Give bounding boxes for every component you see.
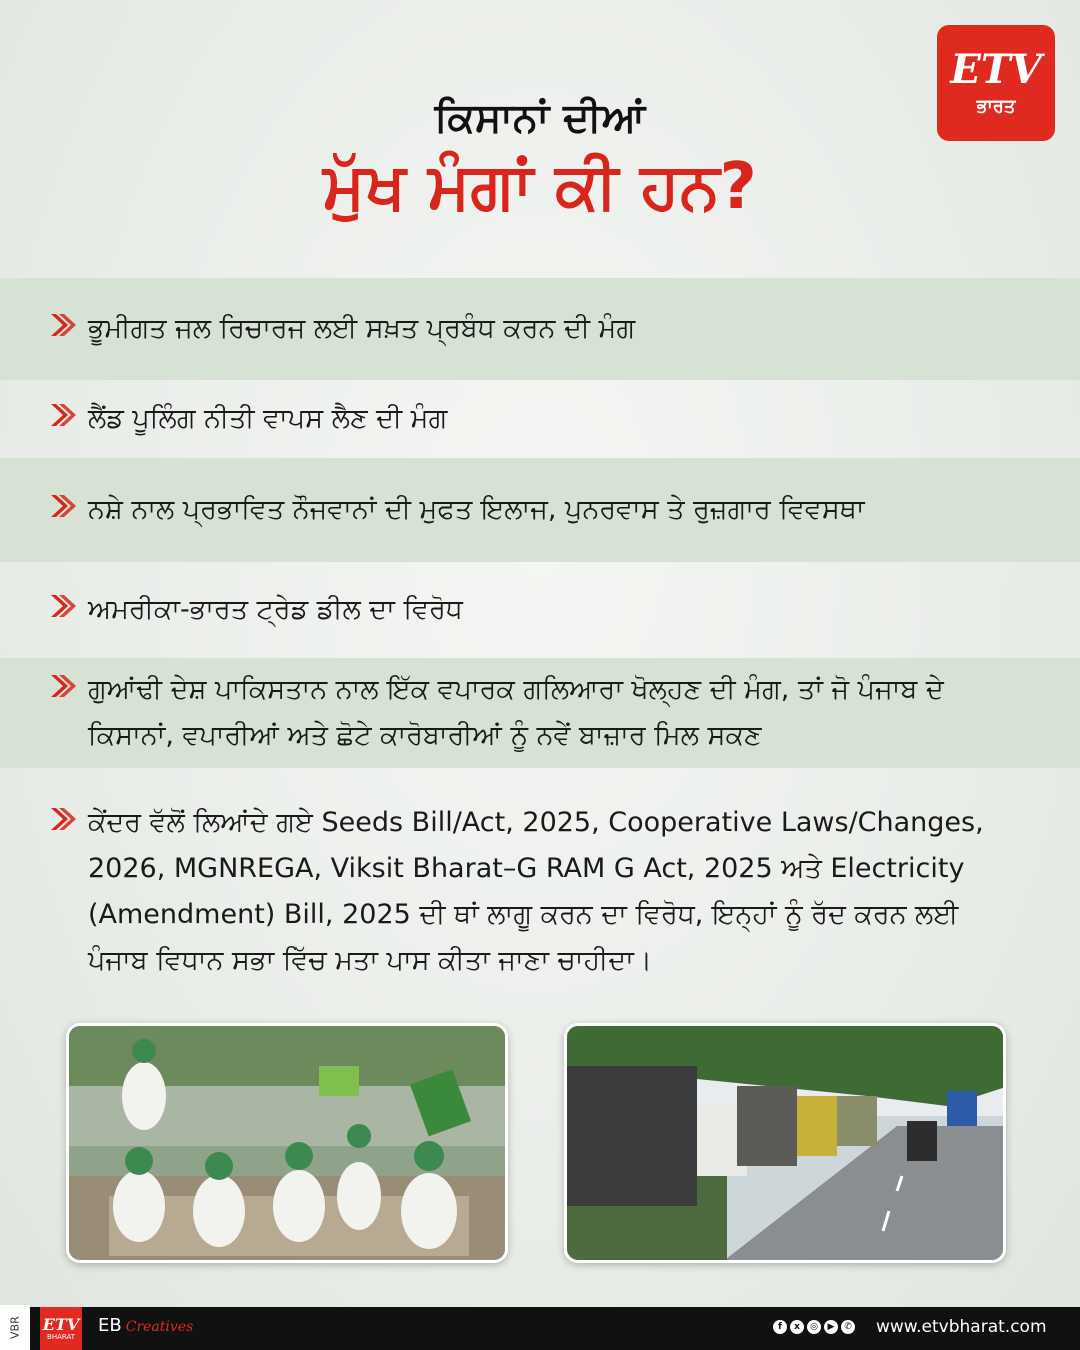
demand-row-3 — [0, 458, 1080, 562]
demand-row-6 — [0, 800, 1080, 980]
demand-text-4: ਅਮਰੀਕਾ-ਭਾਰਤ ਟ੍ਰੇਡ ਡੀਲ ਦਾ ਵਿਰੋਧ — [88, 594, 463, 625]
footer-logo-etv: ETV — [42, 1314, 80, 1334]
chevron-right-icon — [48, 671, 78, 701]
x-icon[interactable]: x — [790, 1320, 804, 1334]
heading-line1: ਕਿਸਾਨਾਂ ਦੀਆਂ — [434, 95, 646, 141]
farmers-protest-photo — [66, 1023, 508, 1263]
chevron-right-icon — [48, 491, 78, 521]
demand-text-6: ਕੇਂਦਰ ਵੱਲੋਂ ਲਿਆਂਦੇ ਗਏ Seeds Bill/Act, 2025, Cooperative Laws/Changes, 2026, MGNREGA, Viksit Bharat–G RAM G Act, 2025 ਅਤੇ Electricity (Amendment) Bill, 2025 ਦੀ ਥਾਂ ਲਾਗੂ ਕਰਨ ਦਾ ਵਿਰੋਧ, ਇਨ੍ਹਾਂ ਨੂੰ ਰੱਦ ਕਰਨ ਲਈ ਪੰਜਾਬ ਵਿਧਾਨ ਸਭਾ ਵਿੱਚ ਮਤਾ ਪਾਸ ਕੀਤਾ ਜਾਣਾ ਚਾਹੀਦਾ। — [88, 807, 984, 976]
eb-creatives — [98, 1315, 193, 1336]
chevron-right-icon — [48, 400, 78, 430]
youtube-icon[interactable]: ▶ — [824, 1320, 838, 1334]
social-icons — [773, 1320, 855, 1334]
whatsapp-icon[interactable]: ✆ — [841, 1320, 855, 1334]
footer-logo — [40, 1307, 82, 1350]
chevron-right-icon — [48, 804, 78, 834]
demand-row-5 — [0, 658, 1080, 768]
demand-row-4 — [0, 562, 1080, 658]
demand-text-3: ਨਸ਼ੇ ਨਾਲ ਪ੍ਰਭਾਵਿਤ ਨੌਜਵਾਨਾਂ ਦੀ ਮੁਫਤ ਇਲਾਜ, ਪੁਨਰਵਾਸ ਤੇ ਰੁਜ਼ਗਾਰ ਵਿਵਸਥਾ — [88, 494, 865, 525]
vbr-label: VBR — [0, 1305, 30, 1350]
logo-bharat-text: ਭਾਰਤ — [976, 95, 1016, 117]
demand-row-1 — [0, 278, 1080, 380]
eb-text: EB — [98, 1315, 122, 1336]
heading-line2: ਮੁੱਖ ਮੰਗਾਂ ਕੀ ਹਨ? — [323, 150, 757, 224]
tractors-on-road-photo — [564, 1023, 1006, 1263]
chevron-right-icon — [48, 591, 78, 621]
chevron-right-icon — [48, 310, 78, 340]
footer-logo-bharat: BHARAT — [47, 1332, 75, 1341]
logo-etv-text: ETV — [950, 45, 1042, 93]
demand-text-5: ਗੁਆਂਢੀ ਦੇਸ਼ ਪਾਕਿਸਤਾਨ ਨਾਲ ਇੱਕ ਵਪਾਰਕ ਗਲਿਆਰਾ ਖੋਲ੍ਹਣ ਦੀ ਮੰਗ, ਤਾਂ ਜੋ ਪੰਜਾਬ ਦੇ ਕਿਸਾਨਾਂ, ਵਪਾਰੀਆਂ ਅਤੇ ਛੋਟੇ ਕਾਰੋਬਾਰੀਆਂ ਨੂੰ ਨਵੇਂ ਬਾਜ਼ਾਰ ਮਿਲ ਸਕਣ — [88, 674, 944, 751]
instagram-icon[interactable]: ◎ — [807, 1320, 821, 1334]
demand-text-1: ਭੂਮੀਗਤ ਜਲ ਰਿਚਾਰਜ ਲਈ ਸਖ਼ਤ ਪ੍ਰਬੰਧ ਕਰਨ ਦੀ ਮੰਗ — [88, 313, 636, 344]
demand-text-2: ਲੈਂਡ ਪੂਲਿੰਗ ਨੀਤੀ ਵਾਪਸ ਲੈਣ ਦੀ ਮੰਗ — [88, 403, 448, 434]
demand-row-2 — [0, 380, 1080, 458]
facebook-icon[interactable]: f — [773, 1320, 787, 1334]
website-link[interactable]: www.etvbharat.com — [876, 1317, 1047, 1337]
creatives-text: Creatives — [125, 1319, 194, 1335]
